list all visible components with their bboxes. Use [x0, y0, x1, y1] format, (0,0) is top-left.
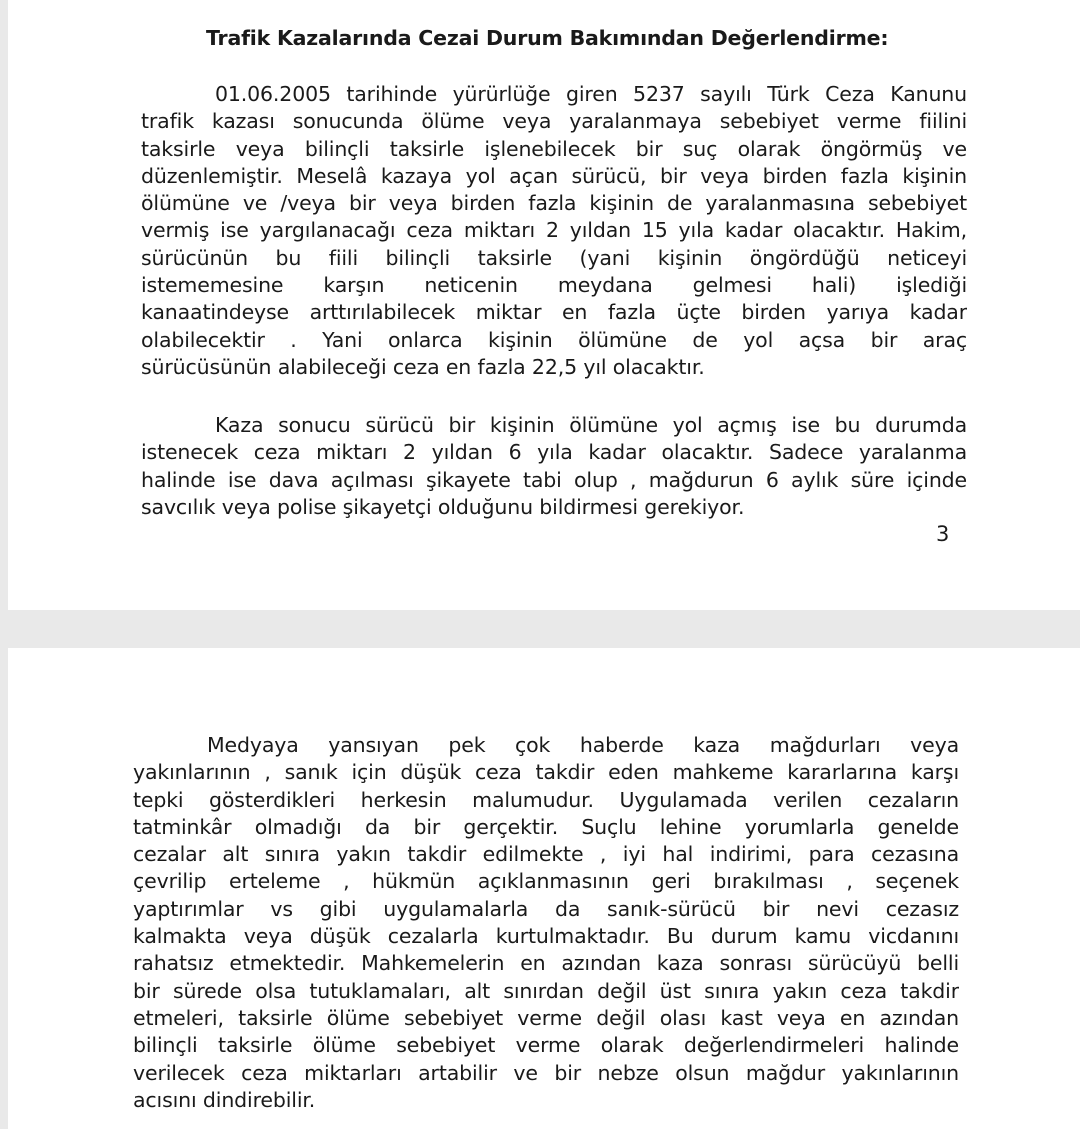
text-line: ölümüne ve /veya bir veya birden fazla kişinin de yaralanmasına sebebiyet — [141, 191, 967, 216]
paragraph-legal-framework — [141, 81, 967, 381]
text-line: yakınlarının , sanık için düşük ceza takdir eden mahkeme kararlarına karşı — [133, 760, 959, 785]
text-line: sürücüsünün alabileceği ceza en fazla 22,5 yıl olacaktır. — [141, 354, 705, 379]
text-line: acısını dindirebilir. — [133, 1087, 316, 1112]
text-line: bilinçli taksirle ölüme sebebiyet verme olarak değerlendirmeleri halinde — [133, 1033, 959, 1058]
text-line: yaptırımlar vs gibi uygulamalarla da sanık-sürücü bir nevi cezasız — [133, 896, 959, 921]
text-line: verilecek ceza miktarları artabilir ve bir nebze olsun mağdur yakınlarının — [133, 1060, 959, 1085]
text-line: düzenlemiştir. Meselâ kazaya yol açan sürücü, bir veya birden fazla kişinin — [141, 163, 967, 188]
text-line: halinde ise dava açılması şikayete tabi olup , mağdurun 6 aylık süre içinde — [141, 467, 967, 492]
section-heading: Trafik Kazalarında Cezai Durum Bakımından Değerlendirme: — [206, 26, 889, 50]
text-line: bir sürede olsa tutuklamaları, alt sınırdan değil üst sınıra yakın ceza takdir — [133, 978, 959, 1003]
text-line: istenecek ceza miktarı 2 yıldan 6 yıla kadar olacaktır. Sadece yaralanma — [141, 440, 967, 465]
text-line: trafik kazası sonucunda ölüme veya yaralanmaya sebebiyet verme fiilini — [141, 109, 967, 134]
document-page-1 — [8, 0, 1080, 610]
text-line: tatminkâr olmadığı da bir gerçektir. Suçlu lehine yorumlarla genelde — [133, 814, 959, 839]
text-line: Medyaya yansıyan pek çok haberde kaza mağdurları veya — [207, 733, 959, 757]
text-line: olabilecektir . Yani onlarca kişinin ölümüne de yol açsa bir araç — [141, 327, 967, 352]
text-line: savcılık veya polise şikayetçi olduğunu bildirmesi gerekiyor. — [141, 494, 745, 519]
page-number: 3 — [936, 522, 950, 546]
text-line: rahatsız etmektedir. Mahkemelerin en azından kaza sonrası sürücüyü belli — [133, 951, 959, 976]
text-line: Kaza sonucu sürücü bir kişinin ölümüne yol açmış ise bu durumda — [215, 413, 967, 437]
text-line: tepki gösterdikleri herkesin malumudur. Uygulamada verilen cezaların — [133, 787, 959, 812]
text-line: çevrilip erteleme , hükmün açıklanmasının geri bırakılması , seçenek — [133, 869, 959, 894]
paragraph-single-death — [141, 412, 967, 521]
text-line: cezalar alt sınıra yakın takdir edilmekte , iyi hal indirimi, para cezasına — [133, 842, 959, 867]
text-line: kalmakta veya düşük cezalarla kurtulmaktadır. Bu durum kamu vicdanını — [133, 924, 959, 949]
text-line: taksirle veya bilinçli taksirle işlenebilecek bir suç olarak öngörmüş ve — [141, 136, 967, 161]
text-line: etmeleri, taksirle ölüme sebebiyet verme değil olası kast veya en azından — [133, 1005, 959, 1030]
text-line: 01.06.2005 tarihinde yürürlüğe giren 5237 sayılı Türk Ceza Kanunu — [215, 82, 967, 106]
paragraph-media-reaction — [133, 732, 959, 1114]
text-line: vermiş ise yargılanacağı ceza miktarı 2 yıldan 15 yıla kadar olacaktır. Hakim, — [141, 218, 967, 243]
text-line: istememesine karşın neticenin meydana gelmesi hali) işlediği — [141, 273, 967, 298]
text-line: kanaatindeyse arttırılabilecek miktar en fazla üçte birden yarıya kadar — [141, 300, 967, 325]
text-line: sürücünün bu fiili bilinçli taksirle (yani kişinin öngördüğü neticeyi — [141, 245, 967, 270]
